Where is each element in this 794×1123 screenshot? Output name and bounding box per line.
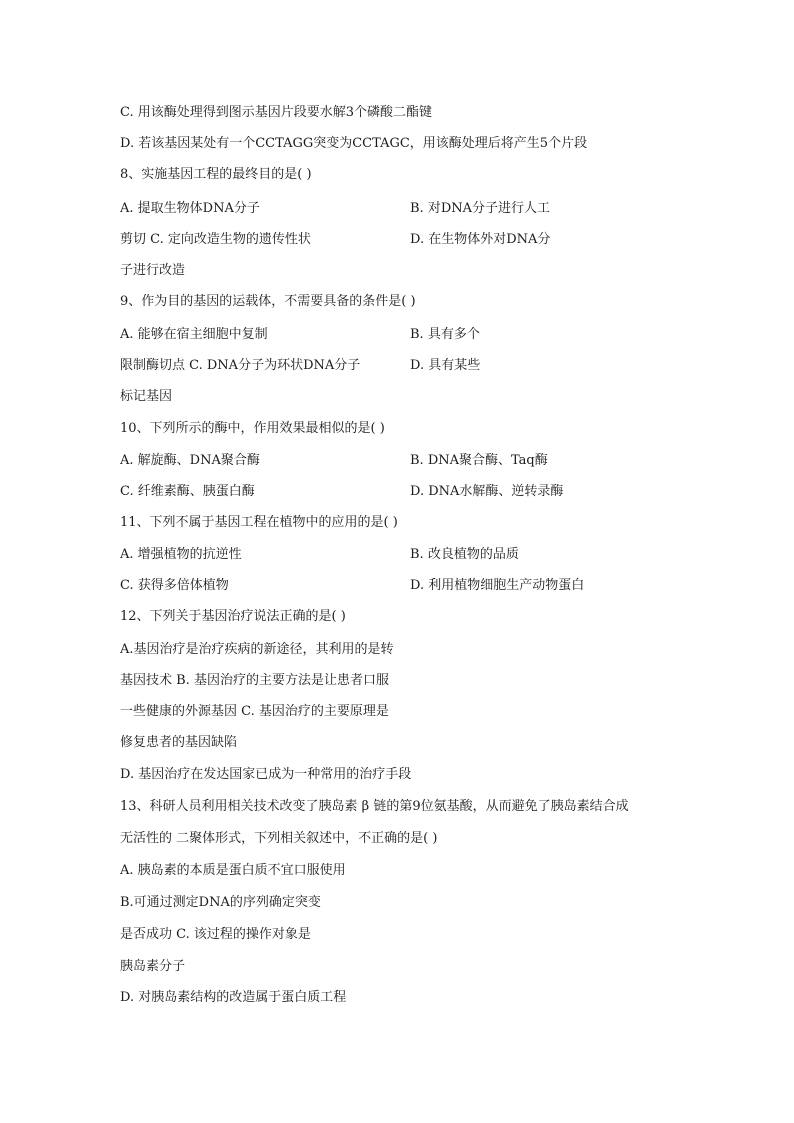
option-9d: D. 具有某些 — [410, 358, 481, 373]
question-13: 13、科研人员利用相关技术改变了胰岛素 β 链的第9位氨基酸，从而避免了胰岛素结合成 — [120, 799, 629, 814]
option-13c: 是否成功 C. 该过程的操作对象是 — [120, 927, 311, 942]
option-9c: 限制酶切点 C. DNA分子为环状DNA分子 — [120, 358, 361, 373]
option-7d: D. 若该基因某处有一个CCTAGG突变为CCTAGC，用该酶处理后将产生5个片段 — [120, 136, 588, 151]
option-8c: 剪切 C. 定向改造生物的遗传性状 — [120, 232, 311, 247]
option-12d: D. 基因治疗在发达国家已成为一种常用的治疗手段 — [120, 767, 412, 782]
question-10: 10、下列所示的酶中，作用效果最相似的是( ) — [120, 421, 385, 436]
question-8: 8、实施基因工程的最终目的是( ) — [120, 167, 312, 182]
option-10d: D. DNA水解酶、逆转录酶 — [410, 484, 564, 499]
option-13c-cont: 胰岛素分子 — [120, 959, 186, 974]
option-8d-cont: 子进行改造 — [120, 263, 186, 278]
option-8a: A. 提取生物体DNA分子 — [120, 201, 260, 216]
option-13d: D. 对胰岛素结构的改造属于蛋白质工程 — [120, 990, 347, 1005]
option-7c: C. 用该酶处理得到图示基因片段要水解3个磷酸二酯键 — [120, 105, 433, 120]
option-8d: D. 在生物体外对DNA分 — [410, 232, 551, 247]
option-11a: A. 增强植物的抗逆性 — [120, 547, 242, 562]
option-12c: 一些健康的外源基因 C. 基因治疗的主要原理是 — [120, 704, 389, 719]
option-13a: A. 胰岛素的本质是蛋白质不宜口服使用 — [120, 863, 346, 878]
option-12a: A.基因治疗是治疗疾病的新途径，其利用的是转 — [120, 642, 394, 657]
option-12c-cont: 修复患者的基因缺陷 — [120, 735, 238, 750]
option-12b: 基因技术 B. 基因治疗的主要方法是让患者口服 — [120, 673, 389, 688]
question-12: 12、下列关于基因治疗说法正确的是( ) — [120, 609, 346, 624]
option-13b: B.可通过测定DNA的序列确定突变 — [120, 895, 321, 910]
question-11: 11、下列不属于基因工程在植物中的应用的是( ) — [120, 515, 398, 530]
option-10a: A. 解旋酶、DNA聚合酶 — [120, 453, 260, 468]
question-9: 9、作为目的基因的运载体，不需要具备的条件是( ) — [120, 294, 416, 309]
option-11c: C. 获得多倍体植物 — [120, 578, 229, 593]
option-8b: B. 对DNA分子进行人工 — [410, 201, 551, 216]
option-10c: C. 纤维素酶、胰蛋白酶 — [120, 484, 255, 499]
option-11b: B. 改良植物的品质 — [410, 547, 519, 562]
option-10b: B. DNA聚合酶、Taq酶 — [410, 453, 548, 468]
option-9a: A. 能够在宿主细胞中复制 — [120, 327, 268, 342]
option-11d: D. 利用植物细胞生产动物蛋白 — [410, 578, 585, 593]
option-9b: B. 具有多个 — [410, 327, 480, 342]
option-9d-cont: 标记基因 — [120, 389, 173, 404]
question-13-cont: 无活性的 二聚体形式，下列相关叙述中，不正确的是( ) — [120, 831, 438, 846]
